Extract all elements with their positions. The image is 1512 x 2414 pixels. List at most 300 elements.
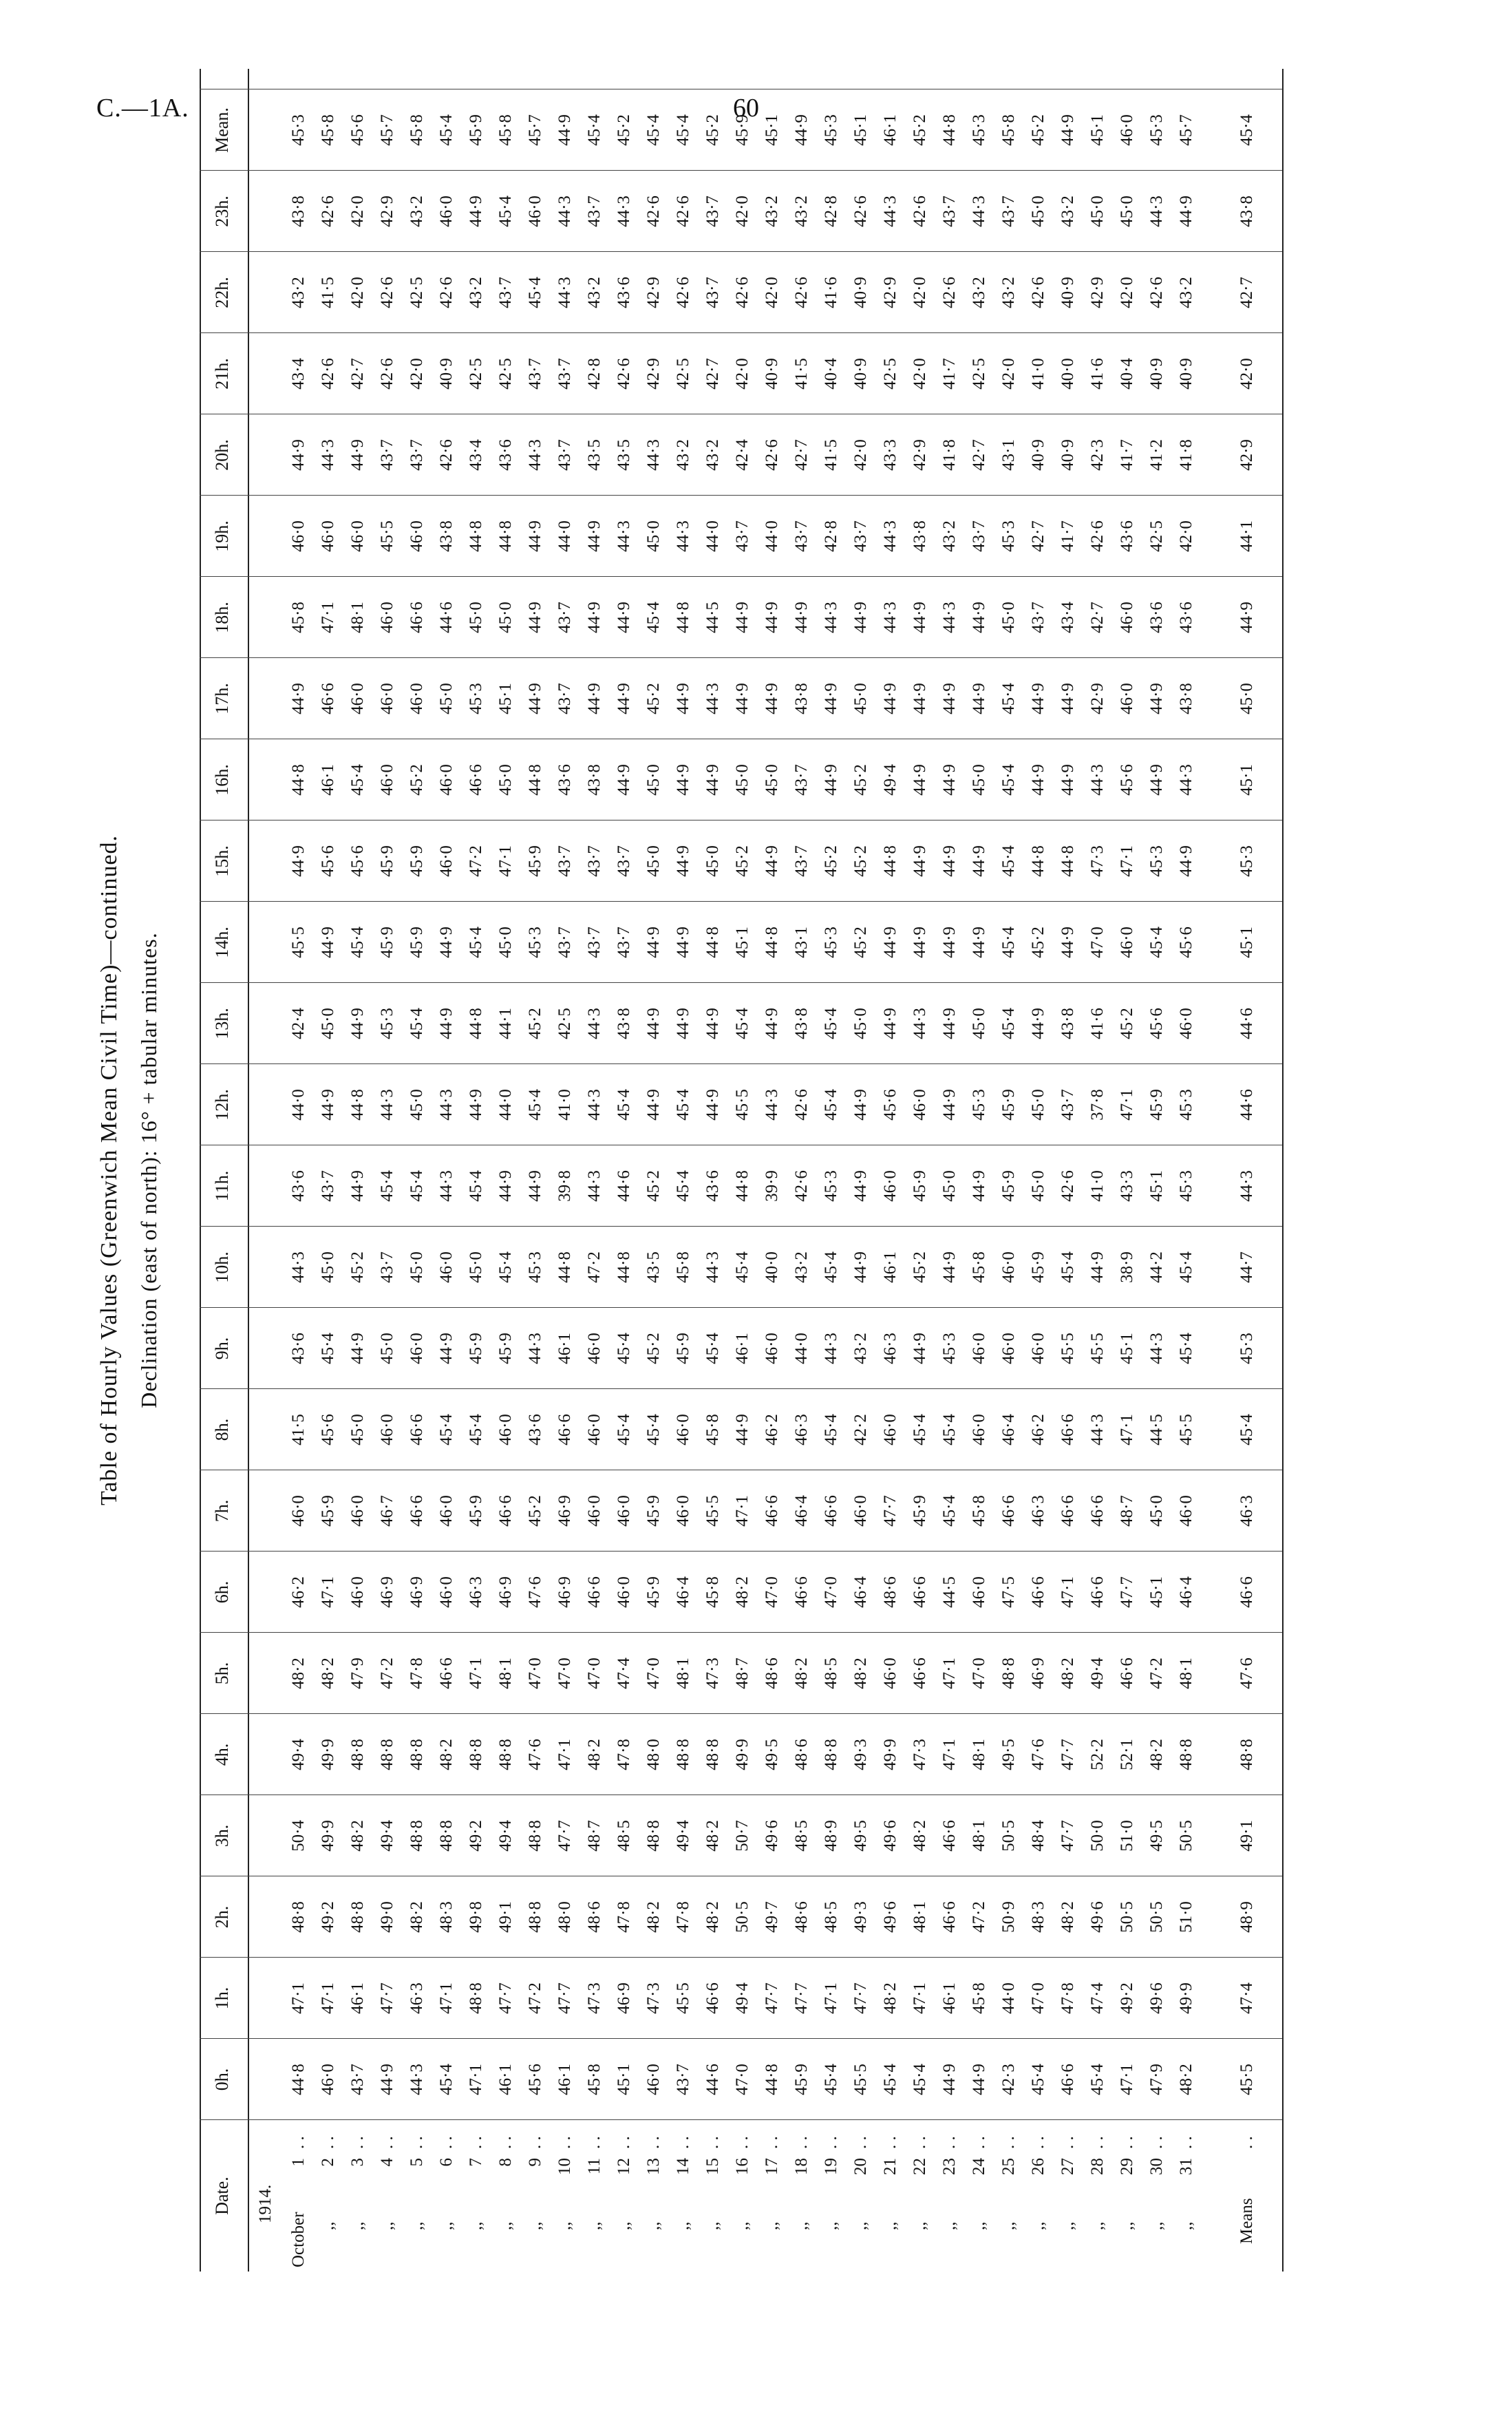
table-cell: 45·4 <box>822 1251 840 1283</box>
table-cell: 43·2 <box>467 277 485 308</box>
table-cell: 43·7 <box>674 2064 692 2095</box>
table-cell: 45·2 <box>851 927 870 958</box>
table-cell: 43·6 <box>1147 602 1166 633</box>
table-cell: 47·7 <box>1118 1576 1136 1608</box>
table-cell: 47·3 <box>911 1739 929 1770</box>
table-cell: 45·4 <box>526 1089 544 1121</box>
table-cell: 42·6 <box>437 277 456 308</box>
table-cell: 45·4 <box>822 2064 840 2095</box>
ditto-mark: ,, <box>467 2221 485 2230</box>
table-cell: 47·1 <box>319 602 337 633</box>
leader-dots: . . <box>555 2136 574 2149</box>
table-cell: 43·6 <box>526 1414 544 1446</box>
table-cell: 44·9 <box>644 1089 663 1121</box>
table-cell: 47·7 <box>496 1982 515 2014</box>
table-cell: 45·2 <box>851 845 870 877</box>
table-cell: 46·6 <box>822 1495 840 1527</box>
table-cell: 43·6 <box>555 764 574 796</box>
table-cell: 42·6 <box>792 1170 811 1202</box>
table-cell: 47·1 <box>319 1982 337 2014</box>
table-cell: 45·5 <box>851 2064 870 2095</box>
table-cell: 44·9 <box>1029 683 1047 714</box>
header-bottom-rule <box>248 69 249 2272</box>
table-cell: 45·3 <box>822 114 840 146</box>
table-cell: 46·9 <box>1029 1658 1047 1689</box>
table-cell: 42·0 <box>348 195 367 227</box>
table-cell: 45·4 <box>733 1251 752 1283</box>
table-cell: 46·1 <box>881 1251 899 1283</box>
table-cell: 45·5 <box>733 1089 752 1121</box>
table-cell: 43·7 <box>555 927 574 958</box>
table-cell: 42·5 <box>407 277 426 308</box>
table-cell: 44·9 <box>615 602 633 633</box>
day-label: 20 <box>851 2158 870 2175</box>
table-cell: 43·2 <box>763 195 781 227</box>
table-cell: 40·0 <box>763 1251 781 1283</box>
table-cell: 48·7 <box>733 1658 752 1689</box>
table-cell: 45·0 <box>467 602 485 633</box>
table-cell: 46·6 <box>467 764 485 796</box>
table-cell: 45·4 <box>940 1495 959 1527</box>
day-label: 21 <box>881 2158 899 2175</box>
means-cell: 48·8 <box>1237 1739 1256 1770</box>
leader-dots: . . <box>1088 2136 1107 2149</box>
table-cell: 48·8 <box>644 1820 663 1852</box>
table-cell: 49·2 <box>467 1820 485 1852</box>
table-cell: 49·4 <box>289 1739 308 1770</box>
table-cell: 49·5 <box>1147 1820 1166 1852</box>
table-cell: 46·0 <box>437 764 456 796</box>
leader-dots: . . <box>437 2136 456 2149</box>
table-cell: 42·9 <box>378 195 396 227</box>
table-cell: 50·5 <box>999 1820 1018 1852</box>
table-cell: 46·0 <box>378 764 396 796</box>
table-cell: 41·0 <box>555 1089 574 1121</box>
table-cell: 43·7 <box>378 1251 396 1283</box>
table-cell: 46·0 <box>437 845 456 877</box>
table-cell: 46·0 <box>378 683 396 714</box>
table-cell: 47·1 <box>1118 2064 1136 2095</box>
table-cell: 43·5 <box>585 439 604 471</box>
table-cell: 45·0 <box>970 764 988 796</box>
leader-dots: . . <box>1237 2136 1256 2149</box>
ditto-mark: ,, <box>703 2221 722 2230</box>
table-cell: 48·4 <box>1029 1820 1047 1852</box>
table-cell: 48·8 <box>703 1739 722 1770</box>
table-cell: 42·6 <box>851 195 870 227</box>
table-cell: 48·7 <box>585 1820 604 1852</box>
table-cell: 43·8 <box>1177 683 1195 714</box>
table-cell: 42·5 <box>970 358 988 390</box>
table-cell: 45·6 <box>1177 927 1195 958</box>
table-cell: 44·9 <box>615 764 633 796</box>
table-cell: 44·8 <box>674 602 692 633</box>
table-cell: 46·0 <box>289 1495 308 1527</box>
table-cell: 45·8 <box>970 1251 988 1283</box>
leader-dots: . . <box>289 2136 308 2149</box>
table-cell: 52·1 <box>1118 1739 1136 1770</box>
table-cell: 46·0 <box>407 683 426 714</box>
table-cell: 46·6 <box>999 1495 1018 1527</box>
table-cell: 45·0 <box>999 602 1018 633</box>
table-cell: 43·2 <box>585 277 604 308</box>
table-cell: 45·6 <box>881 1089 899 1121</box>
leader-dots: . . <box>1118 2136 1136 2149</box>
table-cell: 44·9 <box>348 1333 367 1364</box>
table-cell: 44·9 <box>911 764 929 796</box>
table-cell: 46·6 <box>1088 1576 1107 1608</box>
table-cell: 44·9 <box>703 764 722 796</box>
leader-dots: . . <box>407 2136 426 2149</box>
table-cell: 48·0 <box>555 1901 574 1933</box>
table-cell: 45·5 <box>703 1495 722 1527</box>
table-cell: 44·3 <box>970 195 988 227</box>
table-cell: 44·9 <box>940 2064 959 2095</box>
table-cell: 44·0 <box>763 520 781 552</box>
table-cell: 40·9 <box>437 358 456 390</box>
table-cell: 44·9 <box>970 2064 988 2095</box>
table-cell: 43·1 <box>792 927 811 958</box>
table-cell: 44·8 <box>348 1089 367 1121</box>
table-cell: 48·8 <box>348 1901 367 1933</box>
table-cell: 45·5 <box>1177 1414 1195 1446</box>
table-cell: 46·0 <box>970 1414 988 1446</box>
table-cell: 37·8 <box>1088 1089 1107 1121</box>
table-cell: 45·0 <box>763 764 781 796</box>
table-cell: 45·9 <box>1147 1089 1166 1121</box>
leader-dots: . . <box>378 2136 396 2149</box>
ditto-mark: ,, <box>851 2221 870 2230</box>
table-cell: 46·4 <box>1177 1576 1195 1608</box>
table-cell: 48·8 <box>437 1820 456 1852</box>
table-cell: 44·3 <box>615 520 633 552</box>
table-cell: 50·5 <box>1177 1820 1195 1852</box>
table-cell: 46·0 <box>615 1495 633 1527</box>
table-cell: 47·0 <box>733 2064 752 2095</box>
table-cell: 43·2 <box>792 1251 811 1283</box>
table-cell: 43·4 <box>1058 602 1077 633</box>
table-cell: 41·5 <box>792 358 811 390</box>
table-cell: 45·9 <box>407 845 426 877</box>
table-cell: 46·0 <box>496 1414 515 1446</box>
column-header: 14h. <box>212 927 232 958</box>
table-cell: 45·0 <box>496 764 515 796</box>
table-cell: 45·4 <box>822 1008 840 1039</box>
ditto-mark: ,, <box>1177 2221 1195 2230</box>
table-cell: 48·8 <box>378 1739 396 1770</box>
table-cell: 42·9 <box>911 439 929 471</box>
table-cell: 48·8 <box>289 1901 308 1933</box>
table-cell: 44·9 <box>1177 195 1195 227</box>
table-cell: 45·0 <box>644 764 663 796</box>
ditto-mark: ,, <box>674 2221 692 2230</box>
table-cell: 42·8 <box>822 195 840 227</box>
table-cell: 43·7 <box>555 683 574 714</box>
table-cell: 46·0 <box>289 520 308 552</box>
table-cell: 48·2 <box>644 1901 663 1933</box>
table-cell: 45·4 <box>911 2064 929 2095</box>
table-cell: 45·1 <box>1088 114 1107 146</box>
table-cell: 46·6 <box>585 1576 604 1608</box>
table-cell: 46·9 <box>615 1982 633 2014</box>
table-cell: 45·4 <box>644 114 663 146</box>
leader-dots: . . <box>999 2136 1018 2149</box>
table-cell: 42·6 <box>792 277 811 308</box>
table-cell: 48·2 <box>1058 1658 1077 1689</box>
table-cell: 48·1 <box>970 1739 988 1770</box>
table-cell: 49·6 <box>881 1901 899 1933</box>
ditto-mark: ,, <box>911 2221 929 2230</box>
table-cell: 40·9 <box>1058 277 1077 308</box>
table-cell: 43·7 <box>555 602 574 633</box>
table-cell: 44·3 <box>1088 1414 1107 1446</box>
table-cell: 45·4 <box>437 1414 456 1446</box>
table-cell: 46·0 <box>585 1495 604 1527</box>
rotated-table-region <box>96 69 1404 2272</box>
table-cell: 46·1 <box>881 114 899 146</box>
table-cell: 44·9 <box>792 602 811 633</box>
table-cell: 43·7 <box>703 195 722 227</box>
table-cell: 44·9 <box>1177 845 1195 877</box>
table-cell: 44·3 <box>615 195 633 227</box>
day-label: 26 <box>1029 2158 1047 2175</box>
table-cell: 44·8 <box>289 2064 308 2095</box>
table-cell: 41·5 <box>319 277 337 308</box>
table-cell: 44·8 <box>703 927 722 958</box>
table-subtitle: Declination (east of north): 16° + tabular minutes. <box>136 932 161 1408</box>
table-cell: 48·2 <box>1147 1739 1166 1770</box>
table-cell: 45·7 <box>378 114 396 146</box>
table-cell: 43·2 <box>851 1333 870 1364</box>
table-cell: 44·8 <box>555 1251 574 1283</box>
table-cell: 42·0 <box>733 358 752 390</box>
table-cell: 44·9 <box>467 1089 485 1121</box>
table-cell: 43·7 <box>1029 602 1047 633</box>
table-cell: 42·7 <box>970 439 988 471</box>
table-cell: 43·8 <box>911 520 929 552</box>
table-cell: 45·9 <box>526 845 544 877</box>
table-cell: 46·0 <box>437 1251 456 1283</box>
table-cell: 44·9 <box>851 602 870 633</box>
table-cell: 47·1 <box>940 1739 959 1770</box>
table-cell: 44·9 <box>940 845 959 877</box>
column-header: 0h. <box>212 2068 232 2091</box>
table-cell: 48·3 <box>437 1901 456 1933</box>
leader-dots: . . <box>644 2136 663 2149</box>
table-cell: 49·6 <box>1147 1982 1166 2014</box>
table-cell: 43·2 <box>940 520 959 552</box>
table-cell: 48·5 <box>822 1901 840 1933</box>
table-cell: 46·3 <box>792 1414 811 1446</box>
table-cell: 44·3 <box>378 1089 396 1121</box>
table-cell: 46·6 <box>555 1414 574 1446</box>
table-cell: 49·4 <box>496 1820 515 1852</box>
table-cell: 45·4 <box>822 1414 840 1446</box>
ditto-mark: ,, <box>1118 2221 1136 2230</box>
table-cell: 45·0 <box>496 927 515 958</box>
table-cell: 46·2 <box>763 1414 781 1446</box>
table-cell: 45·4 <box>999 927 1018 958</box>
table-cell: 48·6 <box>585 1901 604 1933</box>
table-cell: 46·0 <box>407 520 426 552</box>
table-cell: 47·7 <box>792 1982 811 2014</box>
table-cell: 44·3 <box>822 1333 840 1364</box>
table-cell: 43·7 <box>792 845 811 877</box>
table-cell: 47·1 <box>289 1982 308 2014</box>
means-cell: 45·4 <box>1237 114 1256 146</box>
means-cell: 46·3 <box>1237 1495 1256 1527</box>
day-label: 17 <box>763 2158 781 2175</box>
table-cell: 44·3 <box>289 1251 308 1283</box>
table-cell: 45·4 <box>674 1089 692 1121</box>
table-cell: 46·9 <box>555 1495 574 1527</box>
table-cell: 49·1 <box>496 1901 515 1933</box>
table-cell: 45·6 <box>1118 764 1136 796</box>
table-cell: 47·1 <box>319 1576 337 1608</box>
day-label: 1 <box>289 2158 308 2167</box>
table-cell: 48·6 <box>881 1576 899 1608</box>
table-cell: 43·7 <box>585 927 604 958</box>
table-cell: 44·9 <box>378 2064 396 2095</box>
ditto-mark: ,, <box>999 2221 1018 2230</box>
table-cell: 44·9 <box>289 683 308 714</box>
table-cell: 44·9 <box>763 1008 781 1039</box>
table-cell: 42·5 <box>555 1008 574 1039</box>
table-cell: 45·4 <box>585 114 604 146</box>
table-cell: 42·0 <box>407 358 426 390</box>
table-cell: 46·6 <box>911 1658 929 1689</box>
table-cell: 45·9 <box>467 114 485 146</box>
table-cell: 44·8 <box>467 520 485 552</box>
table-cell: 45·4 <box>1177 1333 1195 1364</box>
table-cell: 43·7 <box>348 2064 367 2095</box>
table-cell: 43·2 <box>792 195 811 227</box>
table-cell: 44·9 <box>851 1170 870 1202</box>
table-cell: 45·4 <box>467 1170 485 1202</box>
table-cell: 46·6 <box>437 1658 456 1689</box>
table-cell: 45·6 <box>348 845 367 877</box>
day-label: 7 <box>467 2158 485 2167</box>
leader-dots: . . <box>822 2136 840 2149</box>
table-cell: 42·6 <box>1147 277 1166 308</box>
leader-dots: . . <box>348 2136 367 2149</box>
column-header: 7h. <box>212 1499 232 1523</box>
table-cell: 44·3 <box>526 1333 544 1364</box>
table-cell: 52·2 <box>1088 1739 1107 1770</box>
table-cell: 46·0 <box>526 195 544 227</box>
table-cell: 50·0 <box>1088 1820 1107 1852</box>
table-cell: 47·7 <box>763 1982 781 2014</box>
table-cell: 48·2 <box>733 1576 752 1608</box>
table-cell: 45·9 <box>407 927 426 958</box>
table-cell: 43·7 <box>792 520 811 552</box>
table-cell: 47·6 <box>526 1576 544 1608</box>
table-title: Table of Hourly Values (Greenwich Mean Civil Time)—continued. <box>96 835 122 1505</box>
table-cell: 47·6 <box>526 1739 544 1770</box>
table-cell: 45·9 <box>378 845 396 877</box>
table-cell: 49·5 <box>851 1820 870 1852</box>
table-cell: 45·7 <box>1177 114 1195 146</box>
table-cell: 44·9 <box>674 1008 692 1039</box>
table-cell: 43·6 <box>289 1333 308 1364</box>
table-cell: 43·2 <box>703 439 722 471</box>
table-cell: 44·8 <box>615 1251 633 1283</box>
table-cell: 45·9 <box>644 1495 663 1527</box>
table-cell: 46·9 <box>378 1576 396 1608</box>
day-label: 13 <box>644 2158 663 2175</box>
table-cell: 47·7 <box>881 1495 899 1527</box>
day-label: 11 <box>585 2158 604 2175</box>
table-cell: 44·9 <box>733 1414 752 1446</box>
table-cell: 44·8 <box>496 520 515 552</box>
day-label: 19 <box>822 2158 840 2175</box>
table-cell: 45·9 <box>467 1495 485 1527</box>
table-cell: 41·6 <box>1088 358 1107 390</box>
table-cell: 48·8 <box>674 1739 692 1770</box>
table-cell: 49·9 <box>733 1739 752 1770</box>
table-cell: 42·0 <box>1118 277 1136 308</box>
table-cell: 40·9 <box>851 277 870 308</box>
table-cell: 42·7 <box>792 439 811 471</box>
table-cell: 39·9 <box>763 1170 781 1202</box>
table-cell: 43·7 <box>319 1170 337 1202</box>
table-cell: 48·1 <box>674 1658 692 1689</box>
table-cell: 47·1 <box>467 2064 485 2095</box>
table-cell: 43·6 <box>496 439 515 471</box>
table-cell: 47·3 <box>1088 845 1107 877</box>
table-cell: 48·9 <box>822 1820 840 1852</box>
table-cell: 43·7 <box>615 927 633 958</box>
table-cell: 44·9 <box>851 1251 870 1283</box>
table-cell: 43·6 <box>615 277 633 308</box>
table-cell: 47·0 <box>970 1658 988 1689</box>
table-cell: 43·2 <box>999 277 1018 308</box>
table-cell: 43·7 <box>1058 1089 1077 1121</box>
means-cell: 44·3 <box>1237 1170 1256 1202</box>
table-cell: 46·4 <box>674 1576 692 1608</box>
table-cell: 49·9 <box>319 1739 337 1770</box>
ditto-mark: ,, <box>437 2221 456 2230</box>
day-label: 18 <box>792 2158 811 2175</box>
ditto-mark: ,, <box>378 2221 396 2230</box>
column-header: 9h. <box>212 1337 232 1360</box>
means-cell: 45·1 <box>1237 927 1256 958</box>
table-cell: 46·0 <box>319 2064 337 2095</box>
table-cell: 44·3 <box>822 602 840 633</box>
table-cell: 47·7 <box>378 1982 396 2014</box>
leader-dots: . . <box>496 2136 515 2149</box>
table-cell: 45·6 <box>348 114 367 146</box>
table-cell: 44·9 <box>348 439 367 471</box>
table-cell: 45·4 <box>999 845 1018 877</box>
table-cell: 43·2 <box>407 195 426 227</box>
means-label: Means <box>1237 2198 1256 2244</box>
table-cell: 44·9 <box>763 602 781 633</box>
table-cell: 49·6 <box>1088 1901 1107 1933</box>
table-cell: 45·0 <box>319 1008 337 1039</box>
table-cell: 48·0 <box>644 1739 663 1770</box>
table-cell: 45·5 <box>378 520 396 552</box>
table-cell: 42·5 <box>881 358 899 390</box>
table-cell: 45·0 <box>703 845 722 877</box>
table-cell: 45·4 <box>674 114 692 146</box>
table-cell: 48·8 <box>526 1820 544 1852</box>
table-cell: 46·3 <box>1029 1495 1047 1527</box>
table-cell: 46·6 <box>407 1495 426 1527</box>
table-cell: 44·9 <box>970 927 988 958</box>
table-cell: 46·6 <box>763 1495 781 1527</box>
table-cell: 44·9 <box>733 602 752 633</box>
